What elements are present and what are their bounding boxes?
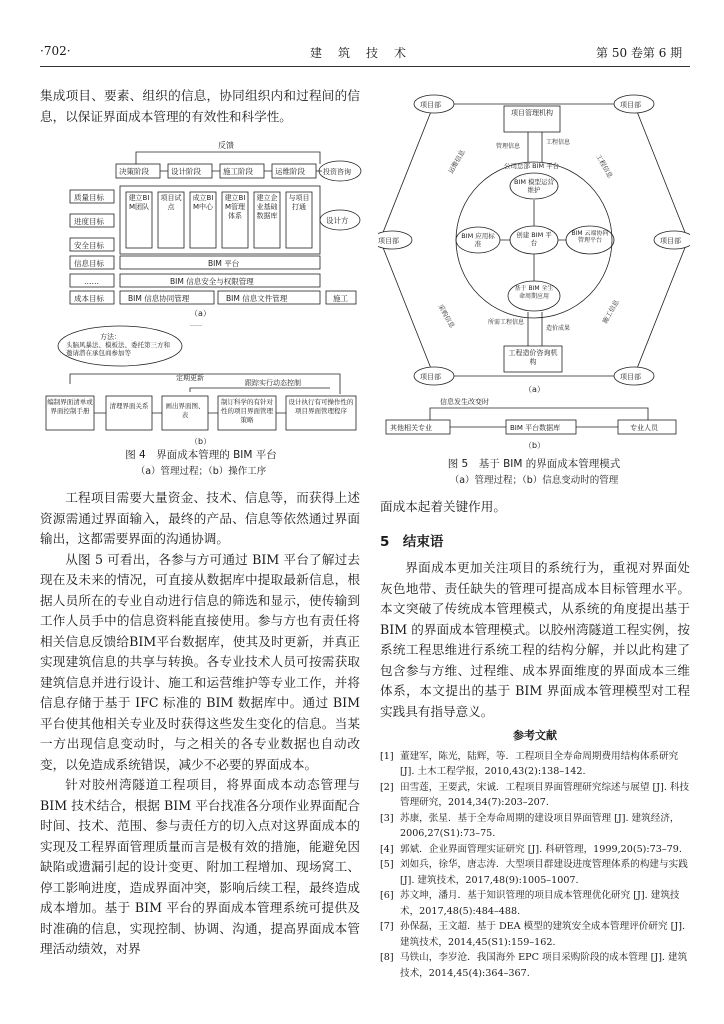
eng-info2-label: 所需工程信息 [488,319,525,326]
col-label: 项目试点 [160,194,182,211]
reference-item: [4] 郭斌．企业界面管理实证研究 [J]. 科研管理，1999,20(5):73–79. [380,843,682,855]
company-bim-label: 公司总部 BIM 平台 [504,162,560,170]
side-label-lr: 施工信息 [600,298,621,325]
reference-item: [8] 马铁山，李岁沧．我国海外 EPC 项目采购阶段的成本管理 [J]. 建筑技术，2014,45(4):364–367. [380,952,688,979]
goal-label: 成本目标 [74,294,104,303]
construction-label: 施工 [333,294,348,303]
fig5b-label: （b） [524,441,546,450]
col-label: 建立BIM管理体系 [224,194,246,220]
change-line [430,408,648,420]
other-pro-label: 其他相关专业 [390,424,432,432]
fig5-subcaption: （a）管理过程；（b）信息变动时的管理 [449,475,619,486]
feedback-line [136,152,320,164]
methods-body: 头脑风暴法、模板法、委托第三方和邀请潜在承包商参加等 [66,341,170,357]
fig4b-label: （b） [190,437,212,446]
paragraph: 界面成本更加关注项目的系统行为，重视对界面处灰色地带、责任缺失的管理可提高成本目标管理水平。本文突破了传统成本管理模式，从系统的角度提出基于 BIM 的界面成本管理模式。以胶州湾隧道工程实例，按系统工程思维进行系统工程的结构分解，并以此构建了包含参与方维、过程维、成本界面维度的界面成本三维体系，本文提出的基于 BIM 界面成本管理模型对工程实践具有指导意义。 [380,560,690,719]
feedback-label: 反馈 [218,141,234,150]
paragraph: 面成本起着关键作用。 [380,499,506,514]
fig5a-label: （a） [524,385,545,394]
goal-label: …… [84,277,99,286]
stage-label: 运维阶段 [275,167,305,176]
bim-app-label: BIM 应用标准 [461,232,495,248]
mgmt-org-label: 项目管理机构 [511,109,553,117]
paragraph: 集成项目、要素、组织的信息，协同组织内和过程间的信息，以保证界面成本管理的有效性和科学性。 [40,88,360,124]
bim-cloud-label: BIM 云端协同管理平台 [571,230,609,244]
mgmt-info-label: 管理信息 [496,143,521,150]
issue-info: 第 50 卷第 6 期 [596,46,683,60]
designer-label: 设计方 [326,216,349,225]
info-lines [528,132,542,162]
journal-name: 建 筑 技 术 [310,46,409,60]
bim-db-label: BIM 平台数据库 [510,424,561,432]
left-body [40,488,360,960]
left-intro [40,86,360,127]
col-label: 与项目打通 [288,194,310,211]
stage-label: 决策阶段 [119,167,149,176]
col-label: 成立BIM中心 [192,194,214,211]
bim-ops-label: BIM 模型运营维护 [513,178,555,194]
methods-head: 方法： [100,333,121,341]
regular-update-label: 定期更新 [176,374,204,382]
b-step-label: 设计执行有可操作性的项目界面管理程序 [288,398,354,415]
fig4a-label: （a） [190,309,211,318]
b-step-label: 清理界面关系 [109,402,149,410]
bim-platform-label: BIM 平台 [208,259,240,268]
b-step-label: 编制界面清单或界面控制手册 [47,398,93,415]
figure-4 [40,134,362,464]
page-number: ·702· [40,44,71,58]
pm-label: 项目部 [620,101,641,109]
section-heading: 5 结束语 [380,533,444,550]
lifecycle-label: 基于 BIM 全生命周期应用 [514,285,554,300]
right-body [380,497,690,981]
reference-item: [3] 苏康，张星．基于全寿命周期的建设项目界面管理 [J]. 建筑经济，2006,27(S1):73–75. [380,812,680,839]
stage-label: 设计阶段 [171,167,201,176]
goal-label: 质量目标 [74,193,104,202]
reference-item: [7] 孙保磊，王文超．基于 DEA 模型的建筑安全成本管理评价研究 [J]. 建筑技术，2014,45(S1):159–162. [380,921,685,948]
pm-label: 项目部 [660,237,681,245]
consult-org-label: 工程造价咨询机构 [508,349,558,366]
reference-item: [6] 苏文坤，潘月．基于知识管理的项目成本管理优化研究 [J]. 建筑技术，2017,48(5):484–488. [380,890,680,917]
fig4a-dots: …… [190,321,202,328]
reference-item: [2] 田雪莲，王要武，宋诚．工程项目界面管理研究综述与展望 [J]. 科技管理研究，2014,34(7):203–207. [380,781,690,808]
goal-label: 信息目标 [74,259,104,268]
pm-label: 项目部 [620,373,641,381]
track-control-label: 跟踪实行动态控制 [245,379,301,387]
file-mgmt-label: BIM 信息文件管理 [226,294,288,303]
info-change-label: 信息发生改变时 [440,398,489,406]
collab-mgmt-label: BIM 信息协同管理 [128,294,190,303]
fig4-caption: 图 4 界面成本管理的 BIM 平台 [125,449,277,461]
track-line [190,388,330,392]
cost-out-label: 造价成果 [546,325,571,332]
side-label-ul: 运维信息 [446,148,467,175]
stage-label: 施工阶段 [223,167,253,176]
reference-item: [1] 董建军，陈光，陆辉，等．工程项目全寿命周期费用结构体系研究 [J]. 土木工程学报，2010,43(2):138–142. [380,750,679,777]
goal-label: 安全目标 [74,241,104,250]
pm-label: 项目部 [378,237,399,245]
figure-5 [378,84,690,454]
col-label: 建立BIM团队 [128,194,150,211]
reference-item: [5] 刘如兵，徐华，唐志涛．大型项目群建设进度管理体系的构建与实践 [J]. 建筑技术，2017,48(9):1005–1007. [380,859,688,886]
eng-info-label: 工程信息 [546,139,571,146]
fig5-caption: 图 5 基于 BIM 的界面成本管理模式 [447,458,621,470]
paragraph: 从图 5 可看出，各参与方可通过 BIM 平台了解过去现在及未来的情况，可直接从数据库中提取最新信息，根据人员所在的专业自动进行信息的筛选和显示，使传输到工作人员手中的信息资料能直接使用。参与方也有责任将相关信息反馈给BIM平台数据库，使其及时更新，并真正实现建筑信息的共享与转换。各专业技术人员可按需获取建筑信息并进行设计、施工和运营维护等专业工作，并将信息存储于基于 IFC 标准的 BIM 数据库中。通过 BIM 平台使其他相关专业及时获得这些发生变化的信息。当某一方出现信息变动时，与之相关的各专业数据也自动改变，以免造成系统错误，减少不必要的界面成本。 [40,551,360,772]
fig4-subcaption: （a）管理过程；（b）操作工序 [135,466,267,477]
side-label-ll: 采购信息 [436,303,457,330]
invest-consult-label: 投资咨询 [323,168,351,176]
create-bim-label: 创建 BIM 平台 [516,231,552,247]
b-step-label: 画出界面图、表 [165,402,205,419]
b-step-label: 制订科学的有针对性的项目界面管理策略 [221,398,273,424]
col-label: 建立企业基础数据库 [256,194,278,220]
cost-lines [528,312,542,346]
side-label-ur: 工程信息 [594,153,615,180]
paragraph: 工程项目需要大量资金、技术、信息等，而获得上述资源需通过界面输入，最终的产品、信息等依然通过界面输出，这都需要界面的沟通协调。 [40,490,360,546]
paragraph: 针对胶州湾隧道工程项目，将界面成本动态管理与 BIM 技术结合，根据 BIM 平台找准各分项作业界面配合时间、技术、范围、参与责任方的切入点对这界面成本的实现及工程界面管理质量而言是极有效的措施，能避免因缺陷或遗漏引起的设计变更、附加工程增加、现场窝工、停工影响进度，造成界面冲突，影响后续工程，最终造成成本增加。基于 BIM 平台的界面成本管理系统可提供及时准确的信息，实现控制、协调、沟通，提高界面成本管理活动绩效，对界 [40,777,360,956]
reference-list [380,749,690,982]
pm-label: 项目部 [420,101,441,109]
pros-label: 专业人员 [630,424,658,432]
header-rule [40,66,690,67]
references-heading: 参考文献 [513,729,557,742]
pm-label: 项目部 [420,373,441,381]
info-security-label: BIM 信息安全与权限管理 [170,277,254,286]
goal-label: 进度目标 [74,217,104,226]
